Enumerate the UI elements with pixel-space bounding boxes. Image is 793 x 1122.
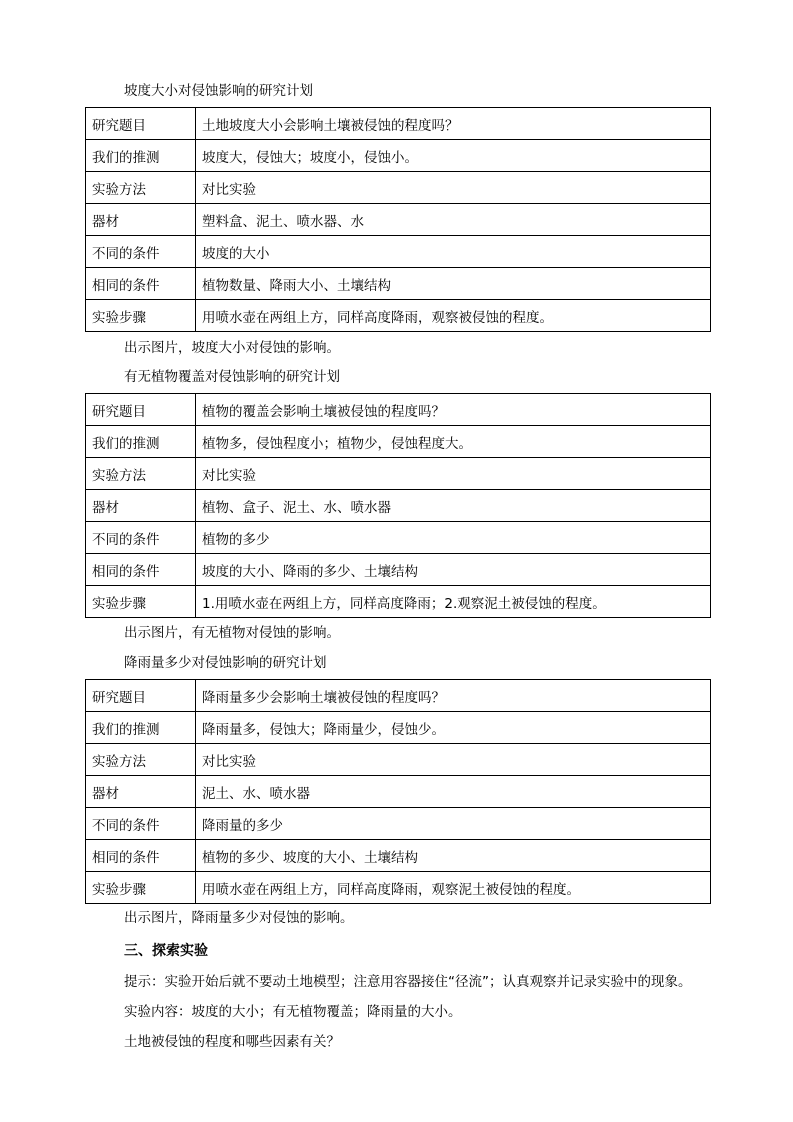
row-value: 植物的多少: [196, 522, 711, 554]
table-row: [86, 300, 711, 332]
row-label: 实验方法: [86, 172, 196, 204]
row-value: 植物数量、降雨大小、土壤结构: [196, 268, 711, 300]
row-value: 植物的覆盖会影响土壤被侵蚀的程度吗？: [196, 394, 711, 426]
row-label: 研究题目: [86, 108, 196, 140]
row-label: 器材: [86, 204, 196, 236]
row-value: 用喷水壶在两组上方，同样高度降雨，观察泥土被侵蚀的程度。: [196, 872, 711, 904]
explore-tip: 提示：实验开始后就不要动土地模型；注意用容器接住“径流”；认真观察并记录实验中的现象。: [124, 974, 692, 990]
row-label: 不同的条件: [86, 808, 196, 840]
explore-content: 实验内容：坡度的大小；有无植物覆盖；降雨量的大小。: [124, 1004, 462, 1020]
row-value: 植物多，侵蚀程度小；植物少，侵蚀程度大。: [196, 426, 711, 458]
table-row: [86, 808, 711, 840]
table-row: [86, 204, 711, 236]
section-3-title: 降雨量多少对侵蚀影响的研究计划: [124, 655, 327, 671]
row-value: 植物的多少、坡度的大小、土壤结构: [196, 840, 711, 872]
row-label: 我们的推测: [86, 426, 196, 458]
row-label: 实验方法: [86, 744, 196, 776]
row-value: 植物、盒子、泥土、水、喷水器: [196, 490, 711, 522]
table-row: [86, 776, 711, 808]
table-row: [86, 712, 711, 744]
row-value: 塑料盒、泥土、喷水器、水: [196, 204, 711, 236]
table-row: [86, 458, 711, 490]
table-row: [86, 268, 711, 300]
research-plan-table-1: [85, 107, 711, 332]
row-label: 不同的条件: [86, 236, 196, 268]
row-value: 坡度的大小、降雨的多少、土壤结构: [196, 554, 711, 586]
row-value: 对比实验: [196, 458, 711, 490]
table-row: [86, 744, 711, 776]
row-label: 器材: [86, 490, 196, 522]
row-value: 用喷水壶在两组上方，同样高度降雨，观察被侵蚀的程度。: [196, 300, 711, 332]
row-label: 实验方法: [86, 458, 196, 490]
explore-heading: 三、探索实验: [124, 943, 208, 959]
table-row: [86, 394, 711, 426]
row-value: 土地坡度大小会影响土壤被侵蚀的程度吗？: [196, 108, 711, 140]
research-plan-table-3: [85, 679, 711, 904]
row-label: 研究题目: [86, 680, 196, 712]
row-value: 对比实验: [196, 744, 711, 776]
table-row: [86, 522, 711, 554]
section-2-title: 有无植物覆盖对侵蚀影响的研究计划: [124, 369, 340, 385]
row-label: 实验步骤: [86, 300, 196, 332]
explore-question: 土地被侵蚀的程度和哪些因素有关？: [124, 1034, 340, 1050]
table-row: [86, 108, 711, 140]
row-value: 对比实验: [196, 172, 711, 204]
table-row: [86, 840, 711, 872]
row-value: 泥土、水、喷水器: [196, 776, 711, 808]
table-row: [86, 680, 711, 712]
section-3-note: 出示图片，降雨量多少对侵蚀的影响。: [124, 910, 354, 926]
row-value: 降雨量多少会影响土壤被侵蚀的程度吗？: [196, 680, 711, 712]
section-2-note: 出示图片，有无植物对侵蚀的影响。: [124, 625, 340, 641]
table-row: [86, 554, 711, 586]
row-label: 相同的条件: [86, 840, 196, 872]
table-row: [86, 140, 711, 172]
row-value: 坡度的大小: [196, 236, 711, 268]
row-label: 我们的推测: [86, 140, 196, 172]
row-label: 器材: [86, 776, 196, 808]
section-1-note: 出示图片，坡度大小对侵蚀的影响。: [124, 340, 340, 356]
table-row: [86, 586, 711, 618]
research-plan-table-2: [85, 393, 711, 618]
table-row: [86, 172, 711, 204]
row-label: 实验步骤: [86, 586, 196, 618]
table-row: [86, 426, 711, 458]
row-label: 不同的条件: [86, 522, 196, 554]
row-label: 相同的条件: [86, 268, 196, 300]
row-value: 降雨量的多少: [196, 808, 711, 840]
row-value: 1.用喷水壶在两组上方，同样高度降雨；2.观察泥土被侵蚀的程度。: [196, 586, 711, 618]
row-label: 相同的条件: [86, 554, 196, 586]
row-label: 研究题目: [86, 394, 196, 426]
row-label: 我们的推测: [86, 712, 196, 744]
section-1-title: 坡度大小对侵蚀影响的研究计划: [124, 83, 313, 99]
table-row: [86, 490, 711, 522]
row-label: 实验步骤: [86, 872, 196, 904]
row-value: 坡度大，侵蚀大；坡度小，侵蚀小。: [196, 140, 711, 172]
table-row: [86, 872, 711, 904]
table-row: [86, 236, 711, 268]
row-value: 降雨量多，侵蚀大；降雨量少，侵蚀少。: [196, 712, 711, 744]
